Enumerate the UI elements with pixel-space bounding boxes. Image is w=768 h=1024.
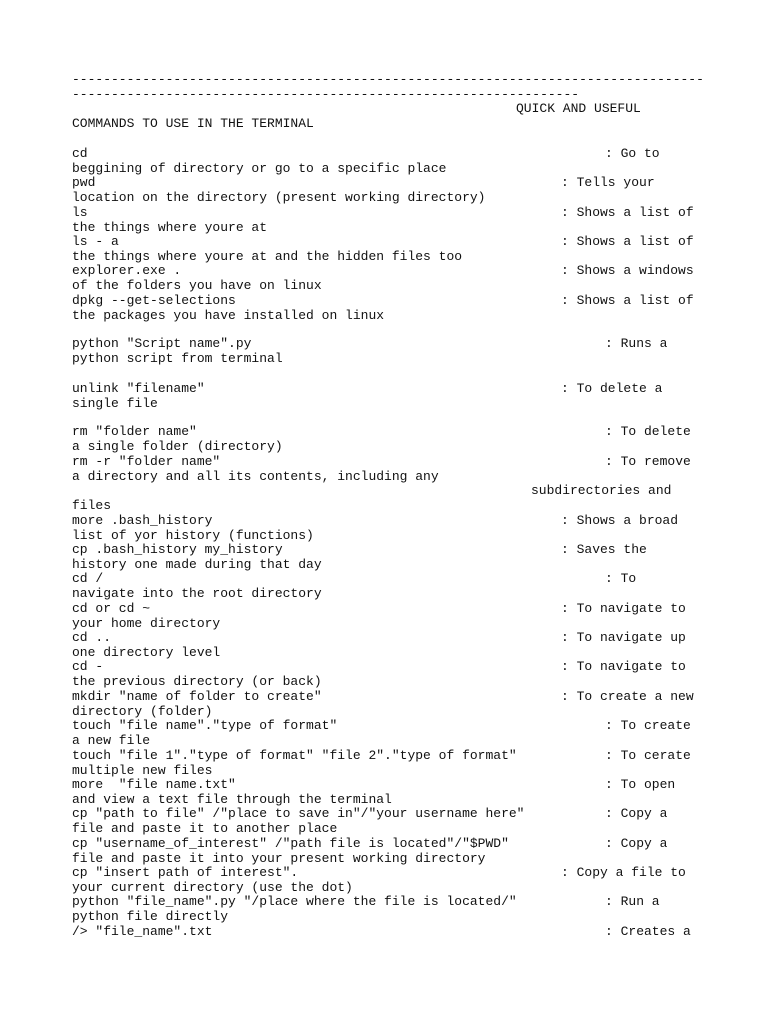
command-description: : To delete bbox=[605, 424, 691, 439]
command-description: : Tells your bbox=[561, 175, 655, 190]
command-description: : To navigate to bbox=[561, 601, 686, 616]
command-text: cd - bbox=[72, 659, 104, 674]
command-description-continued: a directory and all its contents, including any bbox=[72, 469, 439, 484]
command-description: : Copy a bbox=[605, 806, 668, 821]
command-text: cp "path to file" /"place to save in"/"your username here" bbox=[72, 806, 525, 821]
command-description-continued: a single folder (directory) bbox=[72, 439, 283, 454]
command-description: : Shows a windows bbox=[561, 263, 694, 278]
command-description-continued: the packages you have installed on linux bbox=[72, 308, 385, 323]
command-text: touch "file name"."type of format" bbox=[72, 718, 338, 733]
command-text: python "Script name".py bbox=[72, 336, 252, 351]
command-description-continued: file and paste it to another place bbox=[72, 821, 338, 836]
command-text: cd bbox=[72, 146, 88, 161]
command-text: cd / bbox=[72, 571, 104, 586]
command-description-continued: beggining of directory or go to a specific place bbox=[72, 161, 447, 176]
command-description-continued: file and paste it into your present working directory bbox=[72, 851, 486, 866]
command-description-continued: of the folders you have on linux bbox=[72, 278, 322, 293]
command-text: rm -r "folder name" bbox=[72, 454, 221, 469]
rule-line: --------------------------------------------------------------------------------- bbox=[72, 72, 704, 87]
command-text: touch "file 1"."type of format" "file 2"."type of format" bbox=[72, 748, 517, 763]
command-text: pwd bbox=[72, 175, 96, 190]
command-description: : Saves the bbox=[561, 542, 647, 557]
command-description: : To remove bbox=[605, 454, 691, 469]
command-description-continued: multiple new files bbox=[72, 763, 213, 778]
command-description-continued: the things where youre at and the hidden files too bbox=[72, 249, 463, 264]
command-text: explorer.exe . bbox=[72, 263, 182, 278]
command-description: : Creates a bbox=[605, 924, 691, 939]
command-text: cd .. bbox=[72, 630, 112, 645]
command-description-continued: files bbox=[72, 498, 112, 513]
command-description-continued: subdirectories and bbox=[531, 483, 672, 498]
command-text: cp "username_of_interest" /"path file is located"/"$PWD" bbox=[72, 836, 509, 851]
command-description: : Shows a broad bbox=[561, 513, 679, 528]
command-description-continued: list of yor history (functions) bbox=[72, 528, 314, 543]
command-description: : To delete a bbox=[561, 381, 663, 396]
command-description: : To create bbox=[605, 718, 691, 733]
command-description: : Shows a list of bbox=[561, 205, 694, 220]
command-description: : To cerate bbox=[605, 748, 691, 763]
command-description-continued: one directory level bbox=[72, 645, 221, 660]
command-description: : To open bbox=[605, 777, 676, 792]
command-description: : To bbox=[605, 571, 637, 586]
command-text: python "file_name".py "/place where the file is located/" bbox=[72, 894, 517, 909]
command-text: rm "folder name" bbox=[72, 424, 197, 439]
command-text: ls - a bbox=[72, 234, 119, 249]
command-description: : Run a bbox=[605, 894, 660, 909]
command-description: : To navigate up bbox=[561, 630, 686, 645]
command-description-continued: navigate into the root directory bbox=[72, 586, 322, 601]
command-text: mkdir "name of folder to create" bbox=[72, 689, 322, 704]
command-description-continued: directory (folder) bbox=[72, 704, 213, 719]
command-description: : Shows a list of bbox=[561, 293, 694, 308]
command-description-continued: location on the directory (present working directory) bbox=[72, 190, 486, 205]
command-description-continued: your current directory (use the dot) bbox=[72, 880, 353, 895]
command-description-continued: the things where youre at bbox=[72, 220, 268, 235]
command-description-continued: history one made during that day bbox=[72, 557, 322, 572]
command-description: : Copy a bbox=[605, 836, 668, 851]
command-description-continued: python file directly bbox=[72, 909, 229, 924]
command-text: cp .bash_history my_history bbox=[72, 542, 283, 557]
command-description-continued: your home directory bbox=[72, 616, 221, 631]
command-description-continued: a new file bbox=[72, 733, 151, 748]
command-text: ls bbox=[72, 205, 88, 220]
command-text: dpkg --get-selections bbox=[72, 293, 236, 308]
command-description-continued: single file bbox=[72, 396, 158, 411]
command-description: : Shows a list of bbox=[561, 234, 694, 249]
command-text: more "file name.txt" bbox=[72, 777, 236, 792]
command-text: cp "insert path of interest". bbox=[72, 865, 299, 880]
command-description-continued: the previous directory (or back) bbox=[72, 674, 322, 689]
command-text: /> "file_name".txt bbox=[72, 924, 213, 939]
command-description: : Runs a bbox=[605, 336, 668, 351]
command-description: : To create a new bbox=[561, 689, 694, 704]
rule-line: ----------------------------------------------------------------- bbox=[72, 87, 580, 102]
command-text: unlink "filename" bbox=[72, 381, 205, 396]
command-description-continued: python script from terminal bbox=[72, 351, 283, 366]
command-description: : Go to bbox=[605, 146, 660, 161]
command-description: : Copy a file to bbox=[561, 865, 686, 880]
command-description-continued: and view a text file through the terminal bbox=[72, 792, 392, 807]
document-title: QUICK AND USEFUL bbox=[516, 101, 641, 116]
command-text: more .bash_history bbox=[72, 513, 213, 528]
document-title: COMMANDS TO USE IN THE TERMINAL bbox=[72, 116, 314, 131]
command-description: : To navigate to bbox=[561, 659, 686, 674]
command-text: cd or cd ~ bbox=[72, 601, 151, 616]
